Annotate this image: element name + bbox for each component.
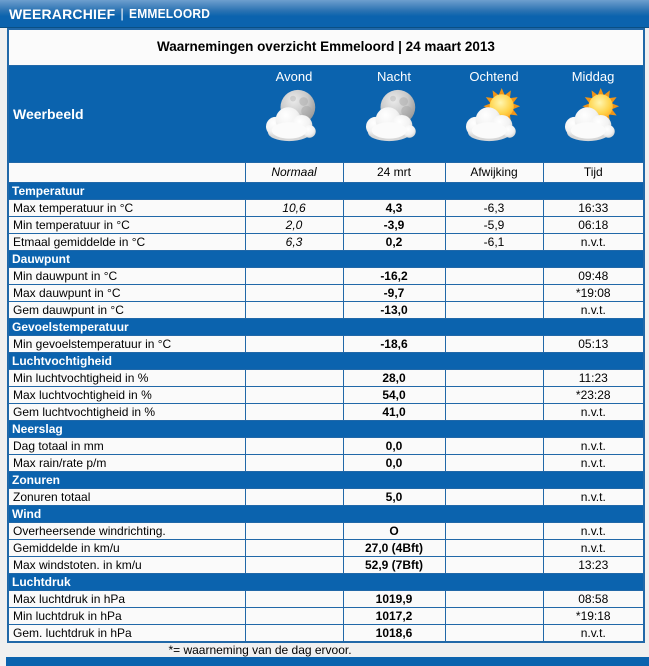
observed-value: O — [343, 522, 445, 539]
normaal-value — [245, 624, 343, 642]
normaal-value — [245, 437, 343, 454]
afwijking-value — [445, 522, 543, 539]
afwijking-value — [445, 267, 543, 284]
observed-value: 41,0 — [343, 403, 445, 420]
weerbeeld-label: Weerbeeld — [8, 65, 245, 162]
table-row — [8, 369, 644, 386]
afwijking-value — [445, 301, 543, 318]
tijd-value: *19:08 — [543, 284, 644, 301]
row-label: Etmaal gemiddelde in °C — [8, 233, 245, 250]
observed-value: 1018,6 — [343, 624, 445, 642]
normaal-value: 6,3 — [245, 233, 343, 250]
table-row — [8, 335, 644, 352]
table-row — [8, 199, 644, 216]
normaal-value — [245, 386, 343, 403]
site-brand: WEERARCHIEF — [9, 5, 116, 22]
normaal-value — [245, 522, 343, 539]
afwijking-value — [445, 386, 543, 403]
afwijking-value — [445, 335, 543, 352]
afwijking-value — [445, 539, 543, 556]
site-header-bar — [0, 0, 649, 28]
observed-value: 0,2 — [343, 233, 445, 250]
row-label: Max temperatuur in °C — [8, 199, 245, 216]
tijd-value: 05:13 — [543, 335, 644, 352]
column-header-afwijking: Afwijking — [445, 162, 543, 182]
daypart-nacht-cell — [343, 65, 445, 162]
tijd-value: 09:48 — [543, 267, 644, 284]
weerbeeld-row — [8, 65, 644, 162]
section-row — [8, 250, 644, 267]
section-title: Dauwpunt — [8, 250, 644, 267]
table-row — [8, 624, 644, 642]
normaal-value — [245, 590, 343, 607]
row-label: Min luchtvochtigheid in % — [8, 369, 245, 386]
daypart-label-ochtend: Ochtend — [469, 68, 519, 84]
row-label: Dag totaal in mm — [8, 437, 245, 454]
observed-value: -18,6 — [343, 335, 445, 352]
daypart-label-nacht: Nacht — [377, 68, 411, 84]
table-row — [8, 539, 644, 556]
normaal-value — [245, 335, 343, 352]
afwijking-value — [445, 403, 543, 420]
tijd-value: n.v.t. — [543, 403, 644, 420]
bottom-bar — [6, 657, 649, 666]
moon-cloud-icon — [363, 87, 425, 143]
section-title: Zonuren — [8, 471, 644, 488]
observed-value: 0,0 — [343, 454, 445, 471]
tijd-value: 13:23 — [543, 556, 644, 573]
afwijking-value — [445, 556, 543, 573]
section-title: Neerslag — [8, 420, 644, 437]
afwijking-value — [445, 488, 543, 505]
daypart-avond-cell — [245, 65, 343, 162]
column-header-empty — [8, 162, 245, 182]
table-row — [8, 284, 644, 301]
row-label: Gemiddelde in km/u — [8, 539, 245, 556]
observed-value: -16,2 — [343, 267, 445, 284]
observed-value: -3,9 — [343, 216, 445, 233]
table-row — [8, 590, 644, 607]
observed-value: -13,0 — [343, 301, 445, 318]
section-row — [8, 420, 644, 437]
moon-cloud-icon — [263, 87, 325, 143]
normaal-value — [245, 403, 343, 420]
table-row — [8, 488, 644, 505]
normaal-value — [245, 301, 343, 318]
table-title: Waarnemingen overzicht Emmeloord | 24 maart 2013 — [8, 29, 644, 65]
normaal-value — [245, 369, 343, 386]
normaal-value — [245, 607, 343, 624]
observed-value: 1019,9 — [343, 590, 445, 607]
row-label: Max windstoten. in km/u — [8, 556, 245, 573]
row-label: Gem luchtvochtigheid in % — [8, 403, 245, 420]
table-row — [8, 454, 644, 471]
normaal-value: 10,6 — [245, 199, 343, 216]
normaal-value — [245, 454, 343, 471]
row-label: Max dauwpunt in °C — [8, 284, 245, 301]
table-row — [8, 403, 644, 420]
brand-separator: | — [120, 6, 124, 21]
afwijking-value — [445, 454, 543, 471]
column-header-tijd: Tijd — [543, 162, 644, 182]
row-label: Min temperatuur in °C — [8, 216, 245, 233]
row-label: Max rain/rate p/m — [8, 454, 245, 471]
observed-value: 28,0 — [343, 369, 445, 386]
section-row — [8, 352, 644, 369]
tijd-value: 06:18 — [543, 216, 644, 233]
table-row — [8, 301, 644, 318]
row-label: Min luchtdruk in hPa — [8, 607, 245, 624]
afwijking-value: -6,3 — [445, 199, 543, 216]
normaal-value — [245, 284, 343, 301]
table-row — [8, 522, 644, 539]
observed-value: 4,3 — [343, 199, 445, 216]
afwijking-value: -5,9 — [445, 216, 543, 233]
tijd-value: 11:23 — [543, 369, 644, 386]
normaal-value — [245, 267, 343, 284]
normaal-value — [245, 488, 343, 505]
section-title: Wind — [8, 505, 644, 522]
normaal-value — [245, 556, 343, 573]
footnote: *= waarneming van de dag ervoor. — [168, 643, 352, 657]
observed-value: 27,0 (4Bft) — [343, 539, 445, 556]
row-label: Min dauwpunt in °C — [8, 267, 245, 284]
afwijking-value — [445, 437, 543, 454]
table-title-row — [8, 29, 644, 65]
afwijking-value — [445, 590, 543, 607]
daypart-ochtend-cell — [445, 65, 543, 162]
table-row — [8, 386, 644, 403]
tijd-value: n.v.t. — [543, 539, 644, 556]
normaal-value: 2,0 — [245, 216, 343, 233]
row-label: Max luchtvochtigheid in % — [8, 386, 245, 403]
tijd-value: n.v.t. — [543, 233, 644, 250]
tijd-value: n.v.t. — [543, 624, 644, 642]
table-row — [8, 607, 644, 624]
observed-value: 54,0 — [343, 386, 445, 403]
table-row — [8, 267, 644, 284]
afwijking-value — [445, 284, 543, 301]
row-label: Gem. luchtdruk in hPa — [8, 624, 245, 642]
observed-value: -9,7 — [343, 284, 445, 301]
row-label: Max luchtdruk in hPa — [8, 590, 245, 607]
section-title: Luchtvochtigheid — [8, 352, 644, 369]
tijd-value: *23:28 — [543, 386, 644, 403]
afwijking-value — [445, 624, 543, 642]
row-label: Overheersende windrichting. — [8, 522, 245, 539]
afwijking-value — [445, 607, 543, 624]
observed-value: 52,9 (7Bft) — [343, 556, 445, 573]
column-header-date: 24 mrt — [343, 162, 445, 182]
section-row — [8, 471, 644, 488]
table-row — [8, 216, 644, 233]
afwijking-value: -6,1 — [445, 233, 543, 250]
table-row — [8, 233, 644, 250]
section-row — [8, 505, 644, 522]
daypart-middag-cell — [543, 65, 644, 162]
observed-value: 5,0 — [343, 488, 445, 505]
section-row — [8, 182, 644, 199]
tijd-value: n.v.t. — [543, 437, 644, 454]
sun-cloud-icon — [562, 87, 624, 143]
afwijking-value — [445, 369, 543, 386]
observed-value: 1017,2 — [343, 607, 445, 624]
site-location: EMMELOORD — [128, 6, 210, 21]
sun-cloud-icon — [463, 87, 525, 143]
section-row — [8, 318, 644, 335]
tijd-value: *19:18 — [543, 607, 644, 624]
tijd-value: n.v.t. — [543, 454, 644, 471]
daypart-label-middag: Middag — [571, 68, 615, 84]
weather-table — [7, 28, 645, 643]
table-row — [8, 556, 644, 573]
tijd-value: n.v.t. — [543, 522, 644, 539]
observed-value: 0,0 — [343, 437, 445, 454]
section-title: Gevoelstemperatuur — [8, 318, 644, 335]
column-header-row — [8, 162, 644, 182]
section-row — [8, 573, 644, 590]
tijd-value: 16:33 — [543, 199, 644, 216]
tijd-value: 08:58 — [543, 590, 644, 607]
daypart-label-avond: Avond — [275, 68, 313, 84]
weather-table-container — [7, 28, 645, 643]
normaal-value — [245, 539, 343, 556]
column-header-normaal: Normaal — [245, 162, 343, 182]
section-title: Luchtdruk — [8, 573, 644, 590]
row-label: Min gevoelstemperatuur in °C — [8, 335, 245, 352]
tijd-value: n.v.t. — [543, 488, 644, 505]
section-title: Temperatuur — [8, 182, 644, 199]
row-label: Zonuren totaal — [8, 488, 245, 505]
tijd-value: n.v.t. — [543, 301, 644, 318]
table-row — [8, 437, 644, 454]
row-label: Gem dauwpunt in °C — [8, 301, 245, 318]
